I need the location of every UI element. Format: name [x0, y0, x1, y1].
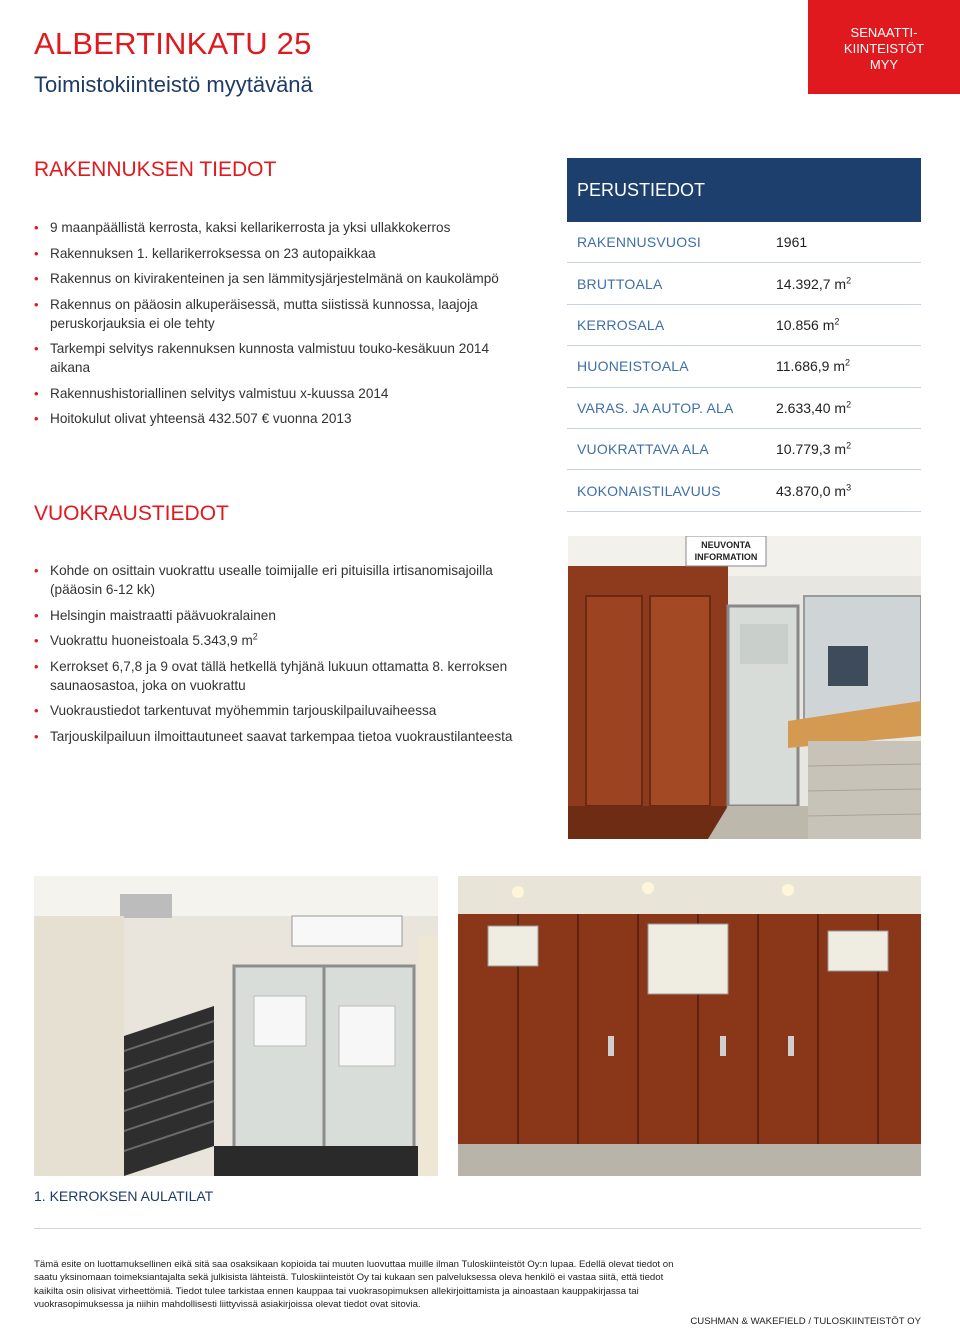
- list-item: • Rakennushistoriallinen selvitys valmistuu x-kuussa 2014: [34, 385, 389, 401]
- table-row: VUOKRATTAVA ALA 10.779,3 $m^2$: [567, 429, 921, 470]
- building-info-heading: RAKENNUKSEN TIEDOT: [34, 158, 277, 181]
- table-row: KERROSALA 10.856 $m^2$: [567, 305, 921, 346]
- disclaimer-text: Tämä esite on luottamuksellinen eikä sitä saa osaksikaan kopioida tai muuten luovuttaa muille ilman Tuloskiinteistöt Oy:n lupaa. Edellä olevat tiedot on saatu yksinomaan toimeksiantajalta sekä julkisista lähteistä. Tuloskiinteistöt Oy tai kukaan sen palveluksessa oleva henkilö ei vastaa siitä, että tiedot kaikilta osin olisivat virheettömiä. Tiedot tulee tarkistaa ennen kauppaa tai vuokrasopimuksen allekirjoittamista ja ainoastaan kauppakirjassa tai vuokrasopimuksessa ja niihin mahdollisesti liittyvissä asiakirjoissa olevat tiedot ovat sitovia.: [34, 1259, 674, 1311]
- basic-info-panel: [567, 158, 921, 512]
- table-row: BRUTTOALA 14.392,7 $m^2$: [567, 263, 921, 304]
- table-row: RAKENNUSVUOSI 1961: [567, 222, 921, 263]
- badge-line-2: KIINTEISTÖT: [843, 41, 925, 56]
- list-item: • Vuokraustiedot tarkentuvat myöhemmin tarjouskilpailuvaiheessa: [34, 703, 437, 718]
- lobby-photo-stairs: [34, 876, 438, 1176]
- lobby-photo-info-desk-image: [568, 536, 921, 839]
- page-subtitle: Toimistokiinteistö myytävänä: [34, 72, 313, 97]
- bullet-icon: •: [34, 245, 39, 261]
- list-item: • Rakennuksen 1. kellarikerroksessa on 23 autopaikkaa: [34, 245, 376, 261]
- bullet-icon: •: [34, 296, 39, 312]
- page-title: ALBERTINKATU 25: [34, 26, 312, 61]
- bullet-icon: •: [34, 658, 39, 674]
- list-item: • Vuokrattu huoneistoala 5.343,9 $m^2$: [34, 631, 258, 648]
- list-item: • Helsingin maistraatti päävuokralainen: [34, 607, 276, 623]
- badge-line-3: MYY: [869, 57, 899, 72]
- bullet-icon: •: [34, 271, 39, 286]
- table-row: KOKONAISTILAVUUS 43.870,0 $m^3$: [567, 470, 921, 511]
- bullet-icon: •: [34, 220, 39, 235]
- table-row: HUONEISTOALA 11.686,9 $m^2$: [567, 346, 921, 387]
- sign-text-2: INFORMATION: [694, 552, 758, 562]
- footer-brand: CUSHMAN & WAKEFIELD / TULOSKIINTEISTÖT OY: [690, 1316, 921, 1327]
- list-item: • Rakennus on kivirakenteinen ja sen lämmitysjärjestelmänä on kaukolämpö: [34, 271, 499, 286]
- list-item: • Tarjouskilpailuun ilmoittautuneet saavat tarkempaa tietoa vuokraustilanteesta: [34, 728, 513, 744]
- bullet-icon: •: [34, 728, 39, 744]
- lease-info-heading: VUOKRAUSTIEDOT: [34, 502, 229, 525]
- footer-divider: [34, 1228, 921, 1229]
- lobby-photo-wood-wall: [458, 876, 921, 1176]
- bullet-icon: •: [34, 411, 39, 426]
- photo-caption: 1. KERROKSEN AULATILAT: [34, 1188, 214, 1204]
- bullet-icon: •: [34, 563, 39, 578]
- list-item: • 9 maanpäällistä kerrosta, kaksi kellarikerrosta ja yksi ullakkokerros: [34, 220, 451, 235]
- list-item: • Kerrokset 6,7,8 ja 9 ovat tällä hetkellä tyhjänä lukuun ottamatta 8. kerroksen saunaosastoa, joka on vuokrattu: [34, 658, 508, 693]
- bullet-icon: •: [34, 385, 39, 401]
- sign-text-1: NEUVONTA: [701, 540, 751, 550]
- bullet-icon: •: [34, 341, 39, 356]
- list-item: • Hoitokulut olivat yhteensä 432.507 € vuonna 2013: [34, 411, 352, 426]
- lease-info-list: [34, 561, 524, 752]
- badge-line-1: SENAATTI-: [850, 25, 918, 40]
- seller-badge: [808, 0, 960, 94]
- lobby-photo-wood-wall-image: [458, 876, 921, 1176]
- list-item: • Rakennus on pääosin alkuperäisessä, mutta siistissä kunnossa, laajoja peruskorjauksia ei ole tehty: [34, 296, 478, 331]
- bullet-icon: •: [34, 633, 39, 648]
- lobby-photo-info-desk: [568, 536, 921, 839]
- lobby-photo-stairs-image: [34, 876, 438, 1176]
- building-info-list: [34, 218, 504, 435]
- bullet-icon: •: [34, 703, 39, 718]
- table-row: VARAS. JA AUTOP. ALA 2.633,40 $m^2$: [567, 388, 921, 429]
- list-item: • Tarkempi selvitys rakennuksen kunnosta valmistuu touko-kesäkuun 2014 aikana: [34, 341, 490, 375]
- list-item: • Kohde on osittain vuokrattu usealle toimijalle eri pituisilla irtisanomisajoilla (pääosin 6-12 kk): [34, 563, 493, 597]
- basic-info-heading: PERUSTIEDOT: [567, 158, 921, 222]
- bullet-icon: •: [34, 607, 39, 623]
